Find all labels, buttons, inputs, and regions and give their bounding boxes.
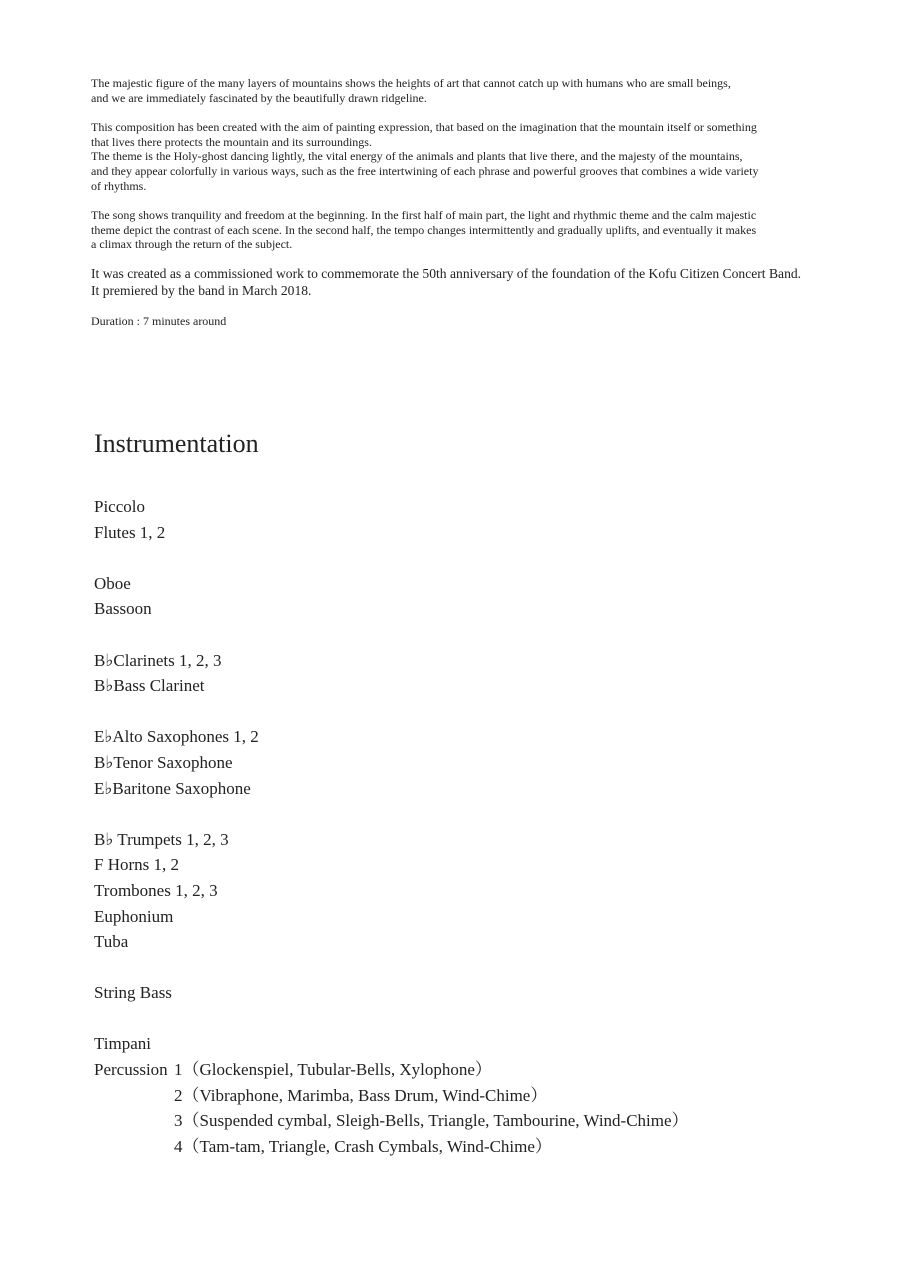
instrument-line: B♭Bass Clarinet <box>94 676 205 696</box>
text-line: that lives there protects the mountain and its surroundings. <box>91 134 372 149</box>
instrumentation-heading: Instrumentation <box>94 429 259 458</box>
percussion-part-1 <box>94 1057 834 1083</box>
percussion-part-text: 3（Suspended cymbal, Sleigh-Bells, Triangle, Tambourine, Wind-Chime） <box>174 1111 689 1131</box>
instrument-line: B♭ Trumpets 1, 2, 3 <box>94 829 229 849</box>
notes-paragraph-4 <box>91 266 821 300</box>
percussion-part-text: 2（Vibraphone, Marimba, Bass Drum, Wind-Chime） <box>174 1085 548 1105</box>
instrument-line: F Horns 1, 2 <box>94 855 180 875</box>
instrument-line: E♭Baritone Saxophone <box>94 778 251 798</box>
instrument-line: B♭Clarinets 1, 2, 3 <box>94 650 222 670</box>
instrument-line: Euphonium <box>94 906 174 926</box>
instrument-line: Piccolo <box>94 497 145 516</box>
text-line: and we are immediately fascinated by the beautifully drawn ridgeline. <box>91 90 427 105</box>
percussion-part-4 <box>94 1134 834 1160</box>
text-line: It was created as a commissioned work to commemorate the 50th anniversary of the foundation of the Kofu Citizen Concert Band. <box>91 265 802 281</box>
percussion-label: Percussion <box>94 1060 168 1080</box>
instrument-line: Trombones 1, 2, 3 <box>94 880 218 900</box>
instrument-line: String Bass <box>94 983 172 1003</box>
instrument-group-double-reeds <box>94 571 834 622</box>
instrument-line: E♭Alto Saxophones 1, 2 <box>94 727 259 747</box>
duration-note: Duration : 7 minutes around <box>91 313 227 328</box>
text-line: The theme is the Holy-ghost dancing lightly, the vital energy of the animals and plants that live there, and the majesty of the mountains, <box>91 149 743 164</box>
text-line: The song shows tranquility and freedom at the beginning. In the first half of main part, the light and rhythmic theme and the calm majestic <box>91 208 757 223</box>
notes-paragraph-1 <box>91 76 821 105</box>
instrument-group-percussion <box>94 1031 834 1159</box>
program-notes <box>91 76 821 328</box>
text-line: This composition has been created with the aim of painting expression, that based on the imagination that the mountain itself or something <box>91 120 757 135</box>
percussion-part-3 <box>94 1108 834 1134</box>
instrument-group-strings <box>94 980 834 1006</box>
instrument-line: Bassoon <box>94 599 152 619</box>
percussion-part-2 <box>94 1083 834 1109</box>
instrument-line: Oboe <box>94 573 131 593</box>
text-line: of rhythms. <box>91 178 147 193</box>
percussion-part-text: 1（Glockenspiel, Tubular-Bells, Xylophone） <box>174 1060 492 1080</box>
instrument-group-saxophones <box>94 724 834 801</box>
text-line: It premiered by the band in March 2018. <box>91 282 312 298</box>
instrument-line: B♭Tenor Saxophone <box>94 752 233 772</box>
instrument-line: Flutes 1, 2 <box>94 522 166 542</box>
text-line: and they appear colorfully in various ways, such as the free intertwining of each phrase and powerful grooves that combines a wide variety <box>91 163 759 178</box>
instrument-group-flutes <box>94 494 834 545</box>
text-line: theme depict the contrast of each scene. In the second half, the tempo changes intermittently and gradually uplifts, and eventually it makes <box>91 222 757 237</box>
instrument-line: Timpani <box>94 1034 152 1054</box>
instrument-group-clarinets <box>94 648 834 699</box>
instrument-group-brass <box>94 827 834 955</box>
percussion-part-text: 4（Tam-tam, Triangle, Crash Cymbals, Wind-Chime） <box>174 1136 552 1156</box>
instrument-line: Tuba <box>94 932 129 952</box>
text-line: a climax through the return of the subject. <box>91 237 293 252</box>
notes-paragraph-3 <box>91 208 821 252</box>
text-line: The majestic figure of the many layers of mountains shows the heights of art that cannot catch up with humans who are small beings, <box>91 76 731 90</box>
notes-paragraph-2 <box>91 120 821 193</box>
instrumentation-list <box>94 494 834 1159</box>
